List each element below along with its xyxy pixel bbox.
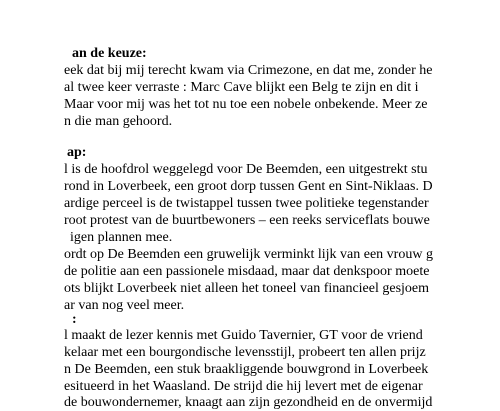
paragraph-line: l maakt de lezer kennis met Guido Tavernier, GT voor de vriend (64, 328, 423, 343)
section-heading-colon: : (72, 312, 77, 327)
paragraph-line: eek dat bij mij terecht kwam via Crimezone, en dat me, zonder he (64, 63, 433, 78)
paragraph-line: rond in Loverbeek, een groot dorp tussen Gent en Sint-Niklaas. D (64, 179, 433, 194)
paragraph-line: ots blijkt Loverbeek niet alleen het toneel van financieel gesjoem (64, 281, 430, 296)
paragraph-line: al twee keer verraste : Marc Cave blijkt een Belg te zijn en dit i (64, 80, 419, 95)
paragraph-line: l is de hoofdrol weggelegd voor De Beemden, een uitgestrekt stu (64, 162, 428, 177)
section-heading-keuze: an de keuze: (72, 46, 147, 61)
paragraph-line: de bouwondernemer, knaagt aan zijn gezondheid en de onvermijd (64, 395, 433, 410)
paragraph-line: ardige perceel is de twistappel tussen twee politieke tegenstander (64, 196, 429, 211)
paragraph-line: esitueerd in het Waasland. De strijd die hij levert met de eigenar (64, 379, 423, 394)
section-heading-ap: ap: (67, 145, 87, 160)
paragraph-line: de politie aan een passionele misdaad, maar dat denkspoor moete (64, 264, 430, 279)
paragraph-line: n De Beemden, een stuk braakliggende bouwgrond in Loverbeek (64, 362, 429, 377)
paragraph-line: kelaar met een bourgondische levensstijl, probeert ten allen prijz (64, 345, 426, 360)
paragraph-line: igen plannen mee. (70, 230, 173, 245)
paragraph-line: ordt op De Beemden een gruwelijk verminkt lijk van een vrouw g (64, 247, 433, 262)
paragraph-line: n die man gehoord. (64, 114, 173, 129)
paragraph-line: root protest van de buurtbewoners – een reeks serviceflats bouwe (64, 213, 430, 228)
paragraph-line: Maar voor mij was het tot nu toe een nobele onbekende. Meer ze (64, 97, 428, 112)
paragraph-line: ar van nog veel meer. (64, 298, 185, 313)
